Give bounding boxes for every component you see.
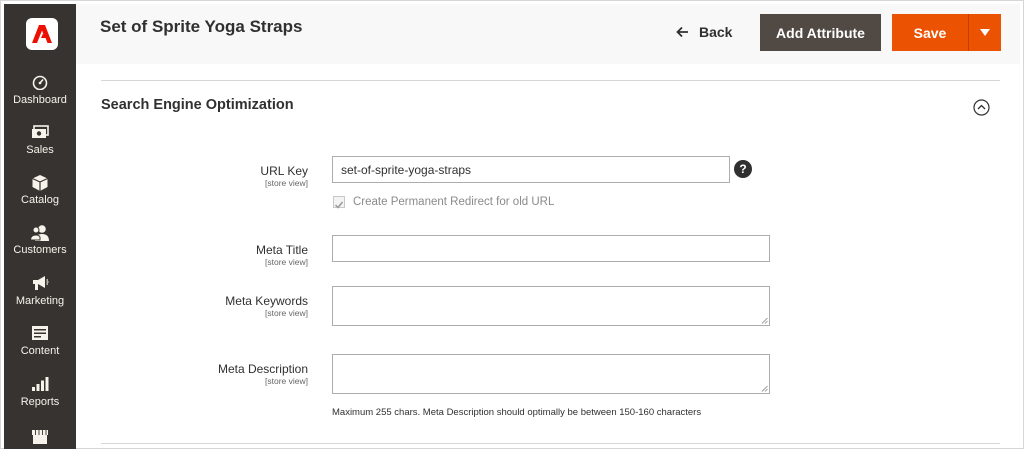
page-title: Set of Sprite Yoga Straps <box>100 17 303 36</box>
meta-keywords-label-text: Meta Keywords <box>225 294 308 308</box>
sidebar-item-marketing[interactable] <box>4 275 76 308</box>
meta-description-textarea[interactable] <box>332 354 770 394</box>
save-button[interactable]: Save <box>892 14 968 51</box>
meta-title-label-text: Meta Title <box>255 243 308 257</box>
back-button[interactable] <box>676 21 732 43</box>
sidebar-item-label: Catalog <box>21 194 59 206</box>
reports-icon <box>4 376 76 394</box>
meta-description-scope: [store view] <box>265 376 308 386</box>
meta-keywords-textarea[interactable] <box>332 286 770 326</box>
sidebar-item-content[interactable] <box>4 325 76 358</box>
resize-handle-icon[interactable] <box>761 385 768 392</box>
sidebar-item-label: Content <box>20 345 60 357</box>
section-divider-bottom <box>101 443 1000 444</box>
url-key-scope: [store view] <box>265 178 308 188</box>
marketing-icon <box>4 275 76 293</box>
sidebar-item-label: Sales <box>26 144 54 156</box>
sidebar-item-label: Marketing <box>15 295 65 307</box>
redirect-checkbox[interactable] <box>333 196 345 208</box>
customers-icon <box>4 224 76 242</box>
stores-icon <box>4 429 76 447</box>
resize-handle-icon[interactable] <box>761 317 768 324</box>
section-divider-top <box>101 80 1000 81</box>
collapse-chevron-up-icon[interactable] <box>973 99 990 116</box>
meta-description-label <box>108 362 308 386</box>
dashboard-icon <box>4 74 76 92</box>
sidebar-item-customers[interactable] <box>4 224 76 257</box>
sidebar-item-label: Reports <box>20 396 60 408</box>
adobe-logo-icon <box>32 24 52 44</box>
sidebar-item-sales[interactable] <box>4 124 76 157</box>
sidebar-item-reports[interactable] <box>4 376 76 409</box>
url-key-label <box>108 164 308 188</box>
url-key-label-text: URL Key <box>260 164 308 178</box>
caret-down-icon <box>980 29 990 36</box>
arrow-left-icon <box>676 26 689 38</box>
sidebar-item-catalog[interactable] <box>4 174 76 207</box>
meta-title-scope: [store view] <box>265 257 308 267</box>
sidebar-item-dashboard[interactable] <box>4 74 76 107</box>
help-icon[interactable]: ? <box>734 160 752 178</box>
admin-sidebar <box>4 4 76 449</box>
add-attribute-button[interactable]: Add Attribute <box>760 14 881 51</box>
catalog-icon <box>4 174 76 192</box>
meta-keywords-scope: [store view] <box>265 308 308 318</box>
sidebar-item-stores[interactable] <box>4 429 76 449</box>
content-icon <box>4 325 76 343</box>
meta-title-label <box>108 243 308 267</box>
sales-icon <box>4 124 76 142</box>
url-key-input[interactable] <box>332 156 730 183</box>
back-button-label: Back <box>699 24 733 40</box>
sidebar-item-label: Customers <box>13 244 67 256</box>
save-options-toggle[interactable] <box>968 14 1001 51</box>
meta-keywords-label <box>108 294 308 318</box>
meta-title-input[interactable] <box>332 235 770 262</box>
redirect-checkbox-label: Create Permanent Redirect for old URL <box>353 196 555 208</box>
sidebar-item-label: Dashboard <box>13 94 67 106</box>
page-header <box>76 4 1020 64</box>
section-title[interactable]: Search Engine Optimization <box>101 97 294 113</box>
meta-description-label-text: Meta Description <box>217 362 308 376</box>
adobe-logo[interactable] <box>26 18 58 50</box>
checkmark-icon <box>334 200 344 210</box>
meta-description-note: Maximum 255 chars. Meta Description should optimally be between 150-160 characters <box>332 407 702 418</box>
